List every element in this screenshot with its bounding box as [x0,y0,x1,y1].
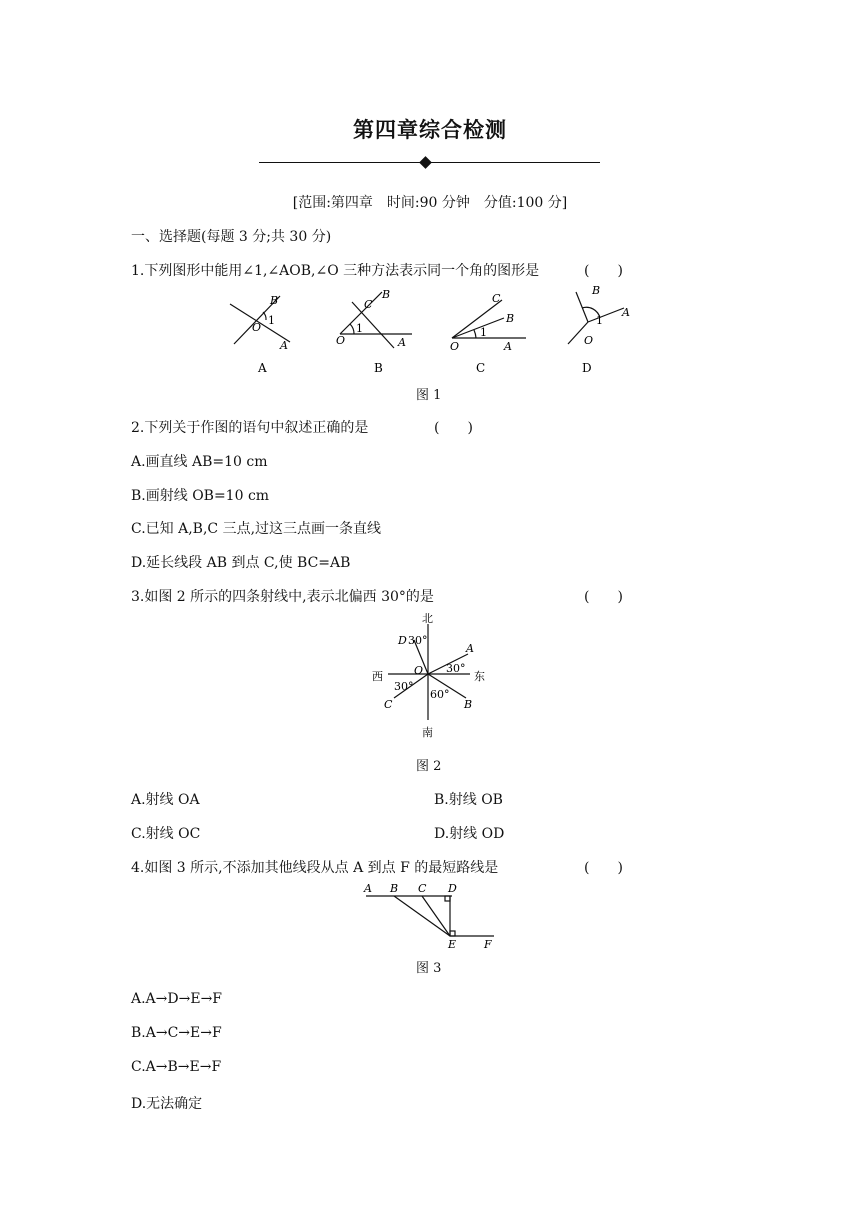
fig1a-angle-arc [263,312,266,320]
q4-option-a: A.A→D→E→F [131,991,223,1007]
q2-stem: 2.下列关于作图的语句中叙述正确的是 [131,420,369,436]
fig1a-label-a: A [280,339,288,352]
compass-label-o: O [414,664,424,677]
compass-west: 西 [372,670,383,683]
section-heading: 一、选择题(每题 3 分;共 30 分) [131,229,332,245]
q1-answer-paren: ( ) [584,263,623,279]
fig3-label-f: F [484,938,492,950]
fig1a-label-one: 1 [268,314,275,327]
fig1d-label-b: B [592,284,601,297]
figure-3-caption: 图 3 [416,961,442,976]
exam-scope: [范围:第四章 时间:90 分钟 分值:100 分] [292,195,568,211]
figure-2-compass [366,612,496,742]
compass-label-c: C [384,698,393,711]
q3-option-d: D.射线 OD [434,826,505,842]
q4-option-c: C.A→B→E→F [131,1059,222,1075]
compass-label-a: A [466,642,474,655]
title-diamond [419,156,432,169]
fig1b-label-b: B [382,288,391,301]
q2-option-d: D.延长线段 AB 到点 C,使 BC=AB [131,555,351,571]
fig1c-label-b: B [506,312,515,325]
q3-option-a: A.射线 OA [131,792,200,808]
fig1c-ray-c [452,300,502,338]
fig1a-label-b: B [270,294,279,307]
figure-1 [220,282,640,378]
q4-answer-paren: ( ) [584,860,623,876]
fig3-label-d: D [448,882,457,895]
fig1-panel-c: C [476,361,486,375]
angle-30-north: 30° [408,634,428,647]
segment-be [394,896,450,936]
fig1d-label-o: O [584,334,594,347]
fig1d-label-one: 1 [596,314,603,327]
q4-option-d: D.无法确定 [131,1096,203,1112]
q3-option-b: B.射线 OB [434,792,503,808]
fig1b-label-one: 1 [356,322,363,335]
fig1c-label-a: A [504,340,512,353]
fig1-panel-a: A [258,361,267,375]
fig3-label-e: E [448,938,457,950]
page-title: 第四章综合检测 [353,118,507,142]
q2-option-a: A.画直线 AB=10 cm [131,454,268,470]
fig1a-label-o: O [252,321,262,334]
fig1c-angle-arc [474,330,476,338]
compass-label-d: D [398,634,407,647]
fig3-label-b: B [390,882,399,895]
segment-ce [422,896,450,936]
q4-stem: 4.如图 3 所示,不添加其他线段从点 A 到点 F 的最短路线是 [131,860,499,876]
right-angle-d [445,896,450,901]
q2-option-b: B.画射线 OB=10 cm [131,488,270,504]
compass-south: 南 [422,726,433,739]
fig1b-label-a: A [398,336,406,349]
right-angle-e [450,931,455,936]
compass-north: 北 [422,612,433,625]
fig1c-label-one: 1 [480,326,487,339]
compass-east: 东 [474,670,485,683]
angle-60-south: 60° [430,688,450,701]
angle-30-east: 30° [446,662,466,675]
compass-label-b: B [464,698,473,711]
fig1-panel-b: B [374,361,383,375]
fig1c-ray-b [452,318,504,338]
fig1b-angle-arc [350,324,354,334]
fig3-label-a: A [364,882,372,895]
fig1b-label-c: C [364,298,373,311]
q2-answer-paren: ( ) [434,420,473,436]
figure-2-caption: 图 2 [416,759,442,774]
fig1-panel-d: D [582,361,592,375]
fig1d-label-a: A [622,306,630,319]
q2-option-c: C.已知 A,B,C 三点,过这三点画一条直线 [131,521,382,537]
fig1d-ray-a [588,308,624,322]
fig1b-label-o: O [336,334,346,347]
fig3-label-c: C [418,882,427,895]
q1-stem: 1.下列图形中能用∠1,∠AOB,∠O 三种方法表示同一个角的图形是 [131,263,540,279]
fig1c-label-o: O [450,340,460,353]
angle-30-west: 30° [394,680,414,693]
q3-stem: 3.如图 2 所示的四条射线中,表示北偏西 30°的是 [131,589,434,605]
figure-1-caption: 图 1 [416,388,442,403]
q3-answer-paren: ( ) [584,589,623,605]
figure-3-path [360,878,500,950]
q4-option-b: B.A→C→E→F [131,1025,222,1041]
q3-option-c: C.射线 OC [131,826,201,842]
fig1c-label-c: C [492,292,501,305]
